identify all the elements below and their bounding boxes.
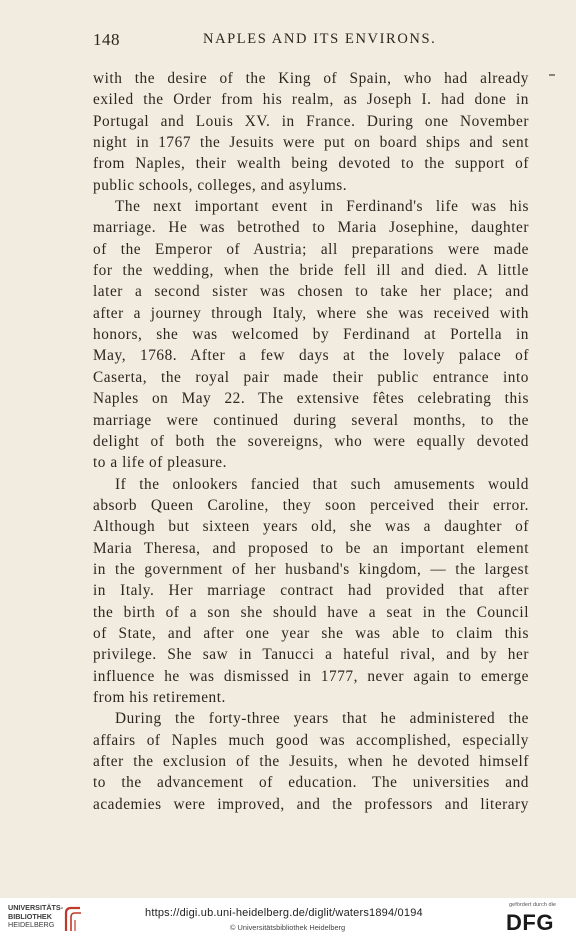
- body-text: [93, 68, 529, 815]
- text-line: delight of both the sovereigns, who were equally devoted: [93, 432, 529, 450]
- running-title: NAPLES AND ITS ENVIRONS.: [203, 31, 437, 47]
- text-line: affairs of Naples much good was accomplished, especially: [93, 731, 529, 749]
- text-line: the birth of a son she should have a seat in the Council: [93, 603, 529, 621]
- text-line: later a second sister was chosen to take her place; and: [93, 283, 529, 301]
- text-line: marriage. He was betrothed to Maria Josephine, daughter: [93, 219, 529, 237]
- text-line: exiled the Order from his realm, as Joseph I. had done in: [93, 91, 529, 109]
- text-line: Portugal and Louis XV. in France. During one November: [93, 112, 529, 130]
- library-name-line-2: BIBLIOTHEK: [8, 911, 52, 921]
- text-line: The next important event in Ferdinand's life was his: [115, 198, 529, 216]
- copyright-notice: © Universitätsbibliothek Heidelberg: [230, 923, 346, 932]
- text-line: Naples on May 22. The extensive fêtes celebrating this: [93, 390, 529, 408]
- text-line: influence he was dismissed in 1777, never again to emerge: [93, 667, 529, 685]
- dfg-funder-logo[interactable]: [506, 902, 570, 936]
- text-line: with the desire of the King of Spain, who had already: [93, 70, 529, 87]
- text-line: During the forty-three years that he administered the: [115, 710, 529, 728]
- footer-bar: [0, 898, 576, 939]
- funder-caption: gefördert durch die: [509, 902, 556, 908]
- library-emblem-icon: [62, 905, 84, 933]
- text-line: of State, and after one year she was able to claim this: [93, 624, 529, 642]
- text-line: from his retirement.: [93, 688, 226, 706]
- margin-mark: [549, 74, 555, 76]
- text-line: Maria Theresa, and proposed to be an important element: [93, 539, 529, 557]
- text-line: after the exclusion of the Jesuits, when he devoted himself: [93, 753, 529, 770]
- text-line: May, 1768. After a few days at the lovely palace of: [93, 347, 529, 365]
- text-line: public schools, colleges, and asylums.: [93, 176, 348, 194]
- permalink-url[interactable]: https://digi.ub.uni-heidelberg.de/diglit/waters1894/0194: [145, 907, 423, 919]
- library-name-line-3: HEIDELBERG: [8, 920, 55, 930]
- text-line: privilege. She saw in Tanucci a hateful rival, and by her: [93, 646, 529, 664]
- text-line: honors, she was welcomed by Ferdinand at Portella in: [93, 326, 529, 344]
- text-line: Although but sixteen years old, she was a daughter of: [93, 518, 529, 536]
- library-name-line-1: UNIVERSITÄTS-: [8, 903, 64, 912]
- text-line: after a journey through Italy, where she was received with: [93, 304, 529, 322]
- text-line: in Italy. Her marriage contract had provided that after: [93, 582, 529, 600]
- text-line: marriage were continued during several months, to the: [93, 411, 529, 429]
- text-line: Caserta, the royal pair made their public entrance into: [93, 368, 529, 386]
- text-line: absorb Queen Caroline, they soon perceived their error.: [93, 496, 529, 514]
- library-name: [8, 904, 63, 930]
- text-line: to a life of pleasure.: [93, 454, 227, 472]
- text-line: for the wedding, when the bride fell ill and died. A little: [93, 262, 529, 280]
- text-line: If the onlookers fancied that such amusements would: [115, 475, 529, 493]
- text-line: night in 1767 the Jesuits were put on board ships and sent: [93, 134, 529, 152]
- dfg-logo-text: DFG: [506, 910, 554, 935]
- text-line: from Naples, their wealth being devoted to the support of: [93, 155, 529, 173]
- running-head: [93, 30, 529, 54]
- text-line: of the Emperor of Austria; all preparations were made: [93, 240, 529, 258]
- page-number: 148: [93, 30, 120, 49]
- text-line: academies were improved, and the professors and literary: [93, 795, 529, 813]
- university-library-logo[interactable]: [8, 904, 88, 934]
- text-line: to the advancement of education. The universities and: [93, 774, 529, 792]
- text-line: in the government of her husband's kingdom, — the largest: [93, 560, 529, 578]
